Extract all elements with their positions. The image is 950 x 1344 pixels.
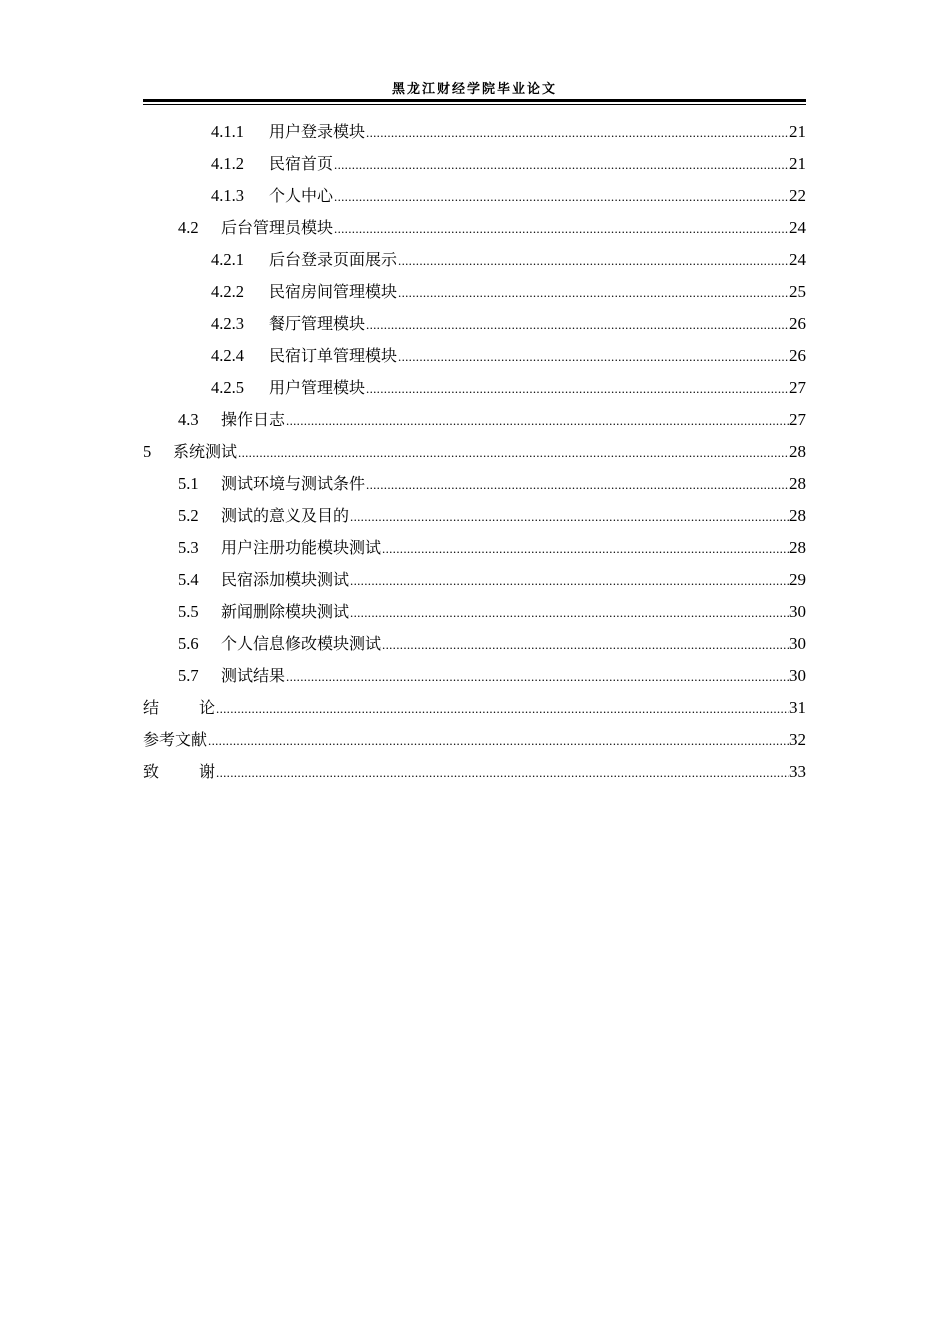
toc-entry-page: 30 xyxy=(789,602,806,621)
toc-entry-title: 民宿订单管理模块 xyxy=(269,346,398,365)
toc-entry[interactable] xyxy=(143,180,806,212)
toc-entry-number: 5.6 xyxy=(178,634,199,653)
header-rule-thin xyxy=(143,104,806,105)
toc-entry-title: 后台登录页面展示 xyxy=(269,250,398,269)
toc-entry-title: 测试结果 xyxy=(221,666,286,685)
toc-entry-page: 32 xyxy=(789,730,806,749)
toc-entry-number: 4.1.2 xyxy=(211,154,244,173)
toc-leader-dots xyxy=(381,629,789,661)
toc-leader-dots xyxy=(215,757,789,789)
toc-entry-number: 5.2 xyxy=(178,506,199,525)
toc-entry-title: 系统测试 xyxy=(173,442,238,461)
toc-leader-dots xyxy=(397,277,789,309)
toc-entry-number: 5.1 xyxy=(178,474,199,493)
table-of-contents xyxy=(143,116,806,788)
toc-leader-dots xyxy=(333,149,789,181)
toc-leader-dots xyxy=(365,117,789,149)
toc-entry-number: 4.2.4 xyxy=(211,346,244,365)
toc-entry[interactable] xyxy=(143,532,806,564)
toc-entry[interactable] xyxy=(143,340,806,372)
header-rule-thick xyxy=(143,99,806,102)
toc-entry[interactable] xyxy=(143,404,806,436)
toc-entry-references[interactable] xyxy=(143,724,806,756)
toc-leader-dots xyxy=(207,725,789,757)
toc-entry-page: 24 xyxy=(789,250,806,269)
toc-entry-number: 5 xyxy=(143,442,152,461)
toc-entry-page: 24 xyxy=(789,218,806,237)
toc-entry-title: 民宿房间管理模块 xyxy=(269,282,398,301)
toc-entry[interactable] xyxy=(143,468,806,500)
toc-entry-title: 测试的意义及目的 xyxy=(221,506,350,525)
toc-entry-title: 用户登录模块 xyxy=(269,122,366,141)
toc-entry-title: 用户注册功能模块测试 xyxy=(221,538,382,557)
toc-leader-dots xyxy=(215,693,789,725)
toc-entry-title: 测试环境与测试条件 xyxy=(221,474,366,493)
toc-entry-title: 餐厅管理模块 xyxy=(269,314,366,333)
toc-entry-page: 30 xyxy=(789,634,806,653)
toc-entry-conclusion[interactable] xyxy=(143,692,806,724)
toc-entry-acknowledgements[interactable] xyxy=(143,756,806,788)
toc-entry-number: 4.2 xyxy=(178,218,199,237)
toc-entry-number: 4.2.3 xyxy=(211,314,244,333)
toc-leader-dots xyxy=(349,565,789,597)
toc-entry-title: 新闻删除模块测试 xyxy=(221,602,350,621)
toc-leader-dots xyxy=(349,597,789,629)
toc-entry[interactable] xyxy=(143,148,806,180)
toc-leader-dots xyxy=(365,469,789,501)
toc-entry[interactable] xyxy=(143,116,806,148)
toc-entry-title: 民宿添加模块测试 xyxy=(221,570,350,589)
toc-leader-dots xyxy=(365,309,789,341)
toc-leader-dots xyxy=(237,437,789,469)
toc-entry[interactable] xyxy=(143,212,806,244)
toc-entry-page: 33 xyxy=(789,762,806,781)
toc-entry-page: 28 xyxy=(789,538,806,557)
toc-entry-number: 5.5 xyxy=(178,602,199,621)
toc-entry-page: 22 xyxy=(789,186,806,205)
toc-entry-page: 26 xyxy=(789,346,806,365)
toc-leader-dots xyxy=(397,341,789,373)
toc-leader-dots xyxy=(349,501,789,533)
toc-leader-dots xyxy=(285,405,789,437)
toc-entry-title: 操作日志 xyxy=(221,410,286,429)
toc-leader-dots xyxy=(285,661,789,693)
toc-entry[interactable] xyxy=(143,436,806,468)
toc-entry[interactable] xyxy=(143,660,806,692)
toc-entry-page: 27 xyxy=(789,410,806,429)
toc-entry-number: 4.2.1 xyxy=(211,250,244,269)
toc-entry-title: 个人信息修改模块测试 xyxy=(221,634,382,653)
toc-entry-page: 29 xyxy=(789,570,806,589)
toc-entry-page: 21 xyxy=(789,154,806,173)
toc-entry-number: 4.1.1 xyxy=(211,122,244,141)
toc-entry[interactable] xyxy=(143,628,806,660)
toc-leader-dots xyxy=(381,533,789,565)
toc-entry-page: 28 xyxy=(789,474,806,493)
toc-entry-title: 参考文献 xyxy=(143,730,208,749)
toc-entry-page: 25 xyxy=(789,282,806,301)
toc-leader-dots xyxy=(365,373,789,405)
toc-entry-page: 26 xyxy=(789,314,806,333)
toc-entry-title: 致谢 xyxy=(143,762,256,781)
toc-entry-page: 28 xyxy=(789,442,806,461)
toc-entry-title: 个人中心 xyxy=(269,186,334,205)
toc-entry-number: 4.1.3 xyxy=(211,186,244,205)
toc-entry[interactable] xyxy=(143,564,806,596)
toc-entry-number: 5.3 xyxy=(178,538,199,557)
toc-entry[interactable] xyxy=(143,500,806,532)
toc-entry-number: 4.2.5 xyxy=(211,378,244,397)
toc-entry[interactable] xyxy=(143,372,806,404)
toc-entry[interactable] xyxy=(143,596,806,628)
toc-entry-title: 后台管理员模块 xyxy=(221,218,334,237)
toc-leader-dots xyxy=(397,245,789,277)
toc-entry-page: 21 xyxy=(789,122,806,141)
toc-entry-number: 4.2.2 xyxy=(211,282,244,301)
toc-entry-page: 27 xyxy=(789,378,806,397)
toc-entry-page: 28 xyxy=(789,506,806,525)
toc-leader-dots xyxy=(333,181,789,213)
page-header-title: 黑龙江财经学院毕业论文 xyxy=(391,82,557,97)
toc-entry-page: 31 xyxy=(789,698,806,717)
toc-entry[interactable] xyxy=(143,276,806,308)
toc-entry-number: 5.4 xyxy=(178,570,199,589)
toc-entry-title: 结论 xyxy=(143,698,256,717)
toc-entry-number: 5.7 xyxy=(178,666,199,685)
toc-entry-title: 民宿首页 xyxy=(269,154,334,173)
toc-entry-page: 30 xyxy=(789,666,806,685)
toc-leader-dots xyxy=(333,213,789,245)
toc-entry[interactable] xyxy=(143,244,806,276)
toc-entry[interactable] xyxy=(143,308,806,340)
toc-entry-number: 4.3 xyxy=(178,410,199,429)
toc-entry-title: 用户管理模块 xyxy=(269,378,366,397)
